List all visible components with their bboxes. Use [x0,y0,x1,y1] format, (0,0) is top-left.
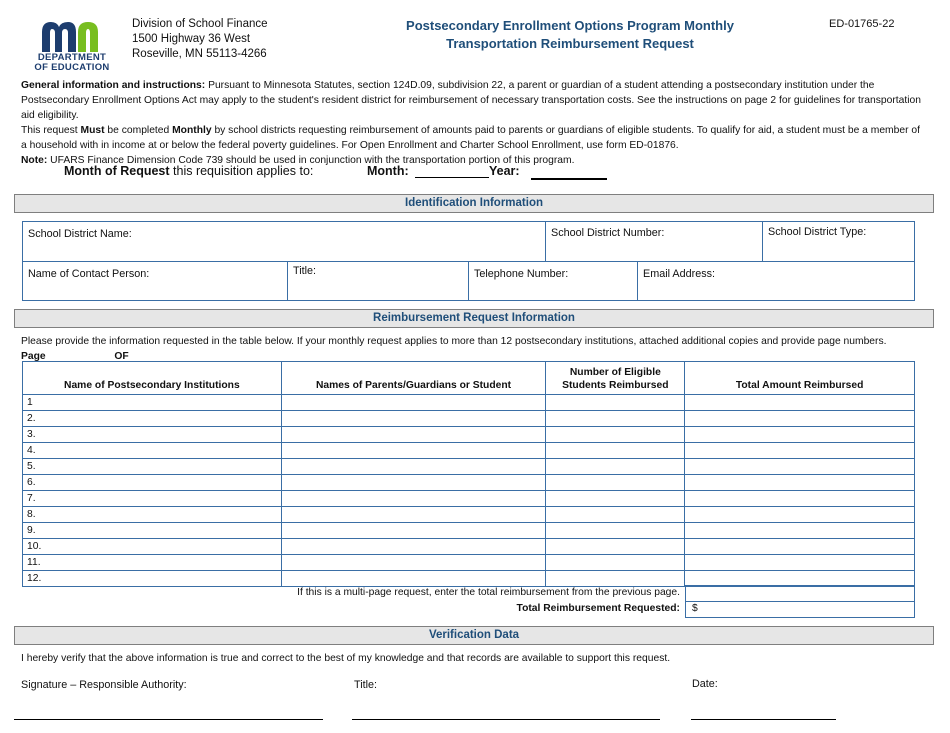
column-header-students: Number of Eligible Students Reimbursed [546,362,685,395]
agency-address [132,17,268,62]
address-line-3: Roseville, MN 55113-4266 [132,48,267,60]
form-title-line-2: Transportation Reimbursement Request [446,36,694,51]
row-number: 11. [27,556,41,568]
previous-page-total-input[interactable] [685,585,915,602]
month-of-request-text: this requisition applies to: [169,164,314,178]
general-text: Pursuant to Minnesota Statutes, section 124D.09, subdivision 22, a parent or guardian of a student attending a postsecondary institution under the Postsecondary Enrollment Options Act may apply to the student's resident district for reimbursement of necessary transportation costs. See the instructions on page 2 for guidelines for transportation aid eligibility. [21,80,921,121]
amount-cell[interactable] [685,523,915,539]
district-number-field[interactable] [545,221,763,262]
signature-input[interactable] [14,719,323,720]
dollar-sign: $ [692,603,698,614]
district-type-field[interactable] [762,221,915,262]
date-input[interactable] [691,719,836,720]
amount-cell[interactable] [685,475,915,491]
table-row [23,475,915,491]
row-number: 7. [27,492,36,504]
table-row [23,555,915,571]
parent-cell[interactable] [281,443,546,459]
year-label: Year: [489,164,520,178]
district-type-label: School District Type: [768,226,867,238]
logo-line-1: DEPARTMENT [37,52,107,63]
row-number: 8. [27,508,36,520]
amount-cell[interactable] [685,459,915,475]
verification-title-label: Title: [354,679,377,691]
general-label: General information and instructions: [21,80,206,91]
total-requested-input[interactable] [685,601,915,618]
verification-title-input[interactable] [352,719,660,720]
identification-header: Identification Information [14,194,934,213]
reimbursement-table [22,361,915,587]
institution-cell[interactable] [23,555,282,571]
month-of-request-row [64,164,313,178]
institution-cell[interactable] [23,395,282,411]
date-label: Date: [692,678,718,690]
row-number: 2. [27,412,36,424]
page-label: Page [21,351,46,362]
email-label: Email Address: [643,268,716,280]
general-paragraph [21,78,921,123]
table-row [23,443,915,459]
contact-title-label: Title: [293,265,316,277]
address-line-2: 1500 Highway 36 West [132,33,251,45]
students-cell[interactable] [546,507,685,523]
verification-statement: I hereby verify that the above information is true and correct to the best of my knowledge and that records are available to support this request. [21,653,671,664]
table-row [23,395,915,411]
institution-cell[interactable] [23,507,282,523]
row-number: 12. [27,572,42,584]
parent-cell[interactable] [281,411,546,427]
institution-cell[interactable] [23,491,282,507]
parent-cell[interactable] [281,539,546,555]
students-cell[interactable] [546,443,685,459]
logo-text [30,53,114,73]
reimbursement-header: Reimbursement Request Information [14,309,934,328]
row-number: 3. [27,428,36,440]
institution-cell[interactable] [23,571,282,587]
students-cell[interactable] [546,539,685,555]
row-number: 5. [27,460,36,472]
row-number: 1 [27,396,33,408]
signature-label: Signature – Responsible Authority: [21,679,187,691]
amount-cell[interactable] [685,443,915,459]
table-row [23,459,915,475]
monthly-emphasis: Monthly [172,125,212,136]
students-cell[interactable] [546,395,685,411]
table-row [23,427,915,443]
parent-cell[interactable] [281,555,546,571]
students-cell[interactable] [546,571,685,587]
parent-cell[interactable] [281,395,546,411]
year-input[interactable] [531,166,607,180]
table-row [23,523,915,539]
district-number-label: School District Number: [551,227,665,239]
students-cell[interactable] [546,475,685,491]
district-name-label: School District Name: [28,228,132,240]
parent-cell[interactable] [281,507,546,523]
telephone-label: Telephone Number: [474,268,569,280]
institution-cell[interactable] [23,523,282,539]
note-label: Note: [21,155,48,166]
verification-header: Verification Data [14,626,934,645]
month-input[interactable] [415,165,489,178]
logo-line-2: OF EDUCATION [34,62,110,73]
address-line-1: Division of School Finance [132,18,268,30]
column-header-parents: Names of Parents/Guardians or Student [281,362,546,395]
district-name-field[interactable] [22,221,546,262]
row-number: 4. [27,444,36,456]
amount-cell[interactable] [685,411,915,427]
note-text: UFARS Finance Dimension Code 739 should be used in conjunction with the transportation portion of this program. [47,155,575,166]
students-cell[interactable] [546,459,685,475]
monthly-text-c: by school districts requesting reimbursement of amounts paid to parents or guardians of eligible students. To qualify for aid, a student must be a member of a household with in income at or below the federal poverty guidelines. For Open Enrollment and Charter School Enrollment, use form ED-01876. [21,125,920,151]
parent-cell[interactable] [281,427,546,443]
month-label: Month: [367,164,409,178]
monthly-paragraph [21,123,921,153]
monthly-text-b: be completed [104,125,173,136]
table-row [23,491,915,507]
contact-person-label: Name of Contact Person: [28,268,150,280]
parent-cell[interactable] [281,523,546,539]
amount-cell[interactable] [685,427,915,443]
contact-person-field[interactable] [22,261,288,301]
institution-cell[interactable] [23,539,282,555]
form-title [395,17,745,53]
row-number: 10. [27,540,42,552]
institution-cell[interactable] [23,427,282,443]
parent-cell[interactable] [281,491,546,507]
general-instructions [21,78,921,168]
table-row [23,507,915,523]
students-cell[interactable] [546,491,685,507]
students-cell[interactable] [546,411,685,427]
telephone-field[interactable] [468,261,638,301]
multi-page-label: If this is a multi-page request, enter the total reimbursement from the previous page. [297,587,680,598]
parent-cell[interactable] [281,571,546,587]
email-field[interactable] [637,261,915,301]
amount-cell[interactable] [685,491,915,507]
of-label: OF [114,351,129,362]
must-emphasis: Must [80,125,105,136]
monthly-text-a: This request [21,125,81,136]
institution-cell[interactable] [23,443,282,459]
amount-cell[interactable] [685,395,915,411]
students-cell[interactable] [546,427,685,443]
row-number: 6. [27,476,36,488]
students-cell[interactable] [546,523,685,539]
total-requested-label: Total Reimbursement Requested: [516,603,680,614]
form-number: ED-01765-22 [829,18,895,30]
table-header-row [23,362,915,395]
month-of-request-label: Month of Request [64,164,170,178]
contact-title-field[interactable] [287,261,469,301]
reimbursement-instructions: Please provide the information requested in the table below. If your monthly request applies to more than 12 postsecondary institutions, attached additional copies and provide page numbers. [21,336,887,347]
amount-cell[interactable] [685,539,915,555]
amount-cell[interactable] [685,507,915,523]
form-title-line-1: Postsecondary Enrollment Options Program Monthly [406,18,734,33]
institution-cell[interactable] [23,459,282,475]
mde-logo-icon [40,18,110,54]
column-header-amount: Total Amount Reimbursed [685,362,915,395]
parent-cell[interactable] [281,475,546,491]
table-row [23,539,915,555]
amount-cell[interactable] [685,555,915,571]
column-header-institutions: Name of Postsecondary Institutions [23,362,282,395]
table-row [23,411,915,427]
parent-cell[interactable] [281,459,546,475]
institution-cell[interactable] [23,475,282,491]
students-cell[interactable] [546,555,685,571]
row-number: 9. [27,524,36,536]
institution-cell[interactable] [23,411,282,427]
